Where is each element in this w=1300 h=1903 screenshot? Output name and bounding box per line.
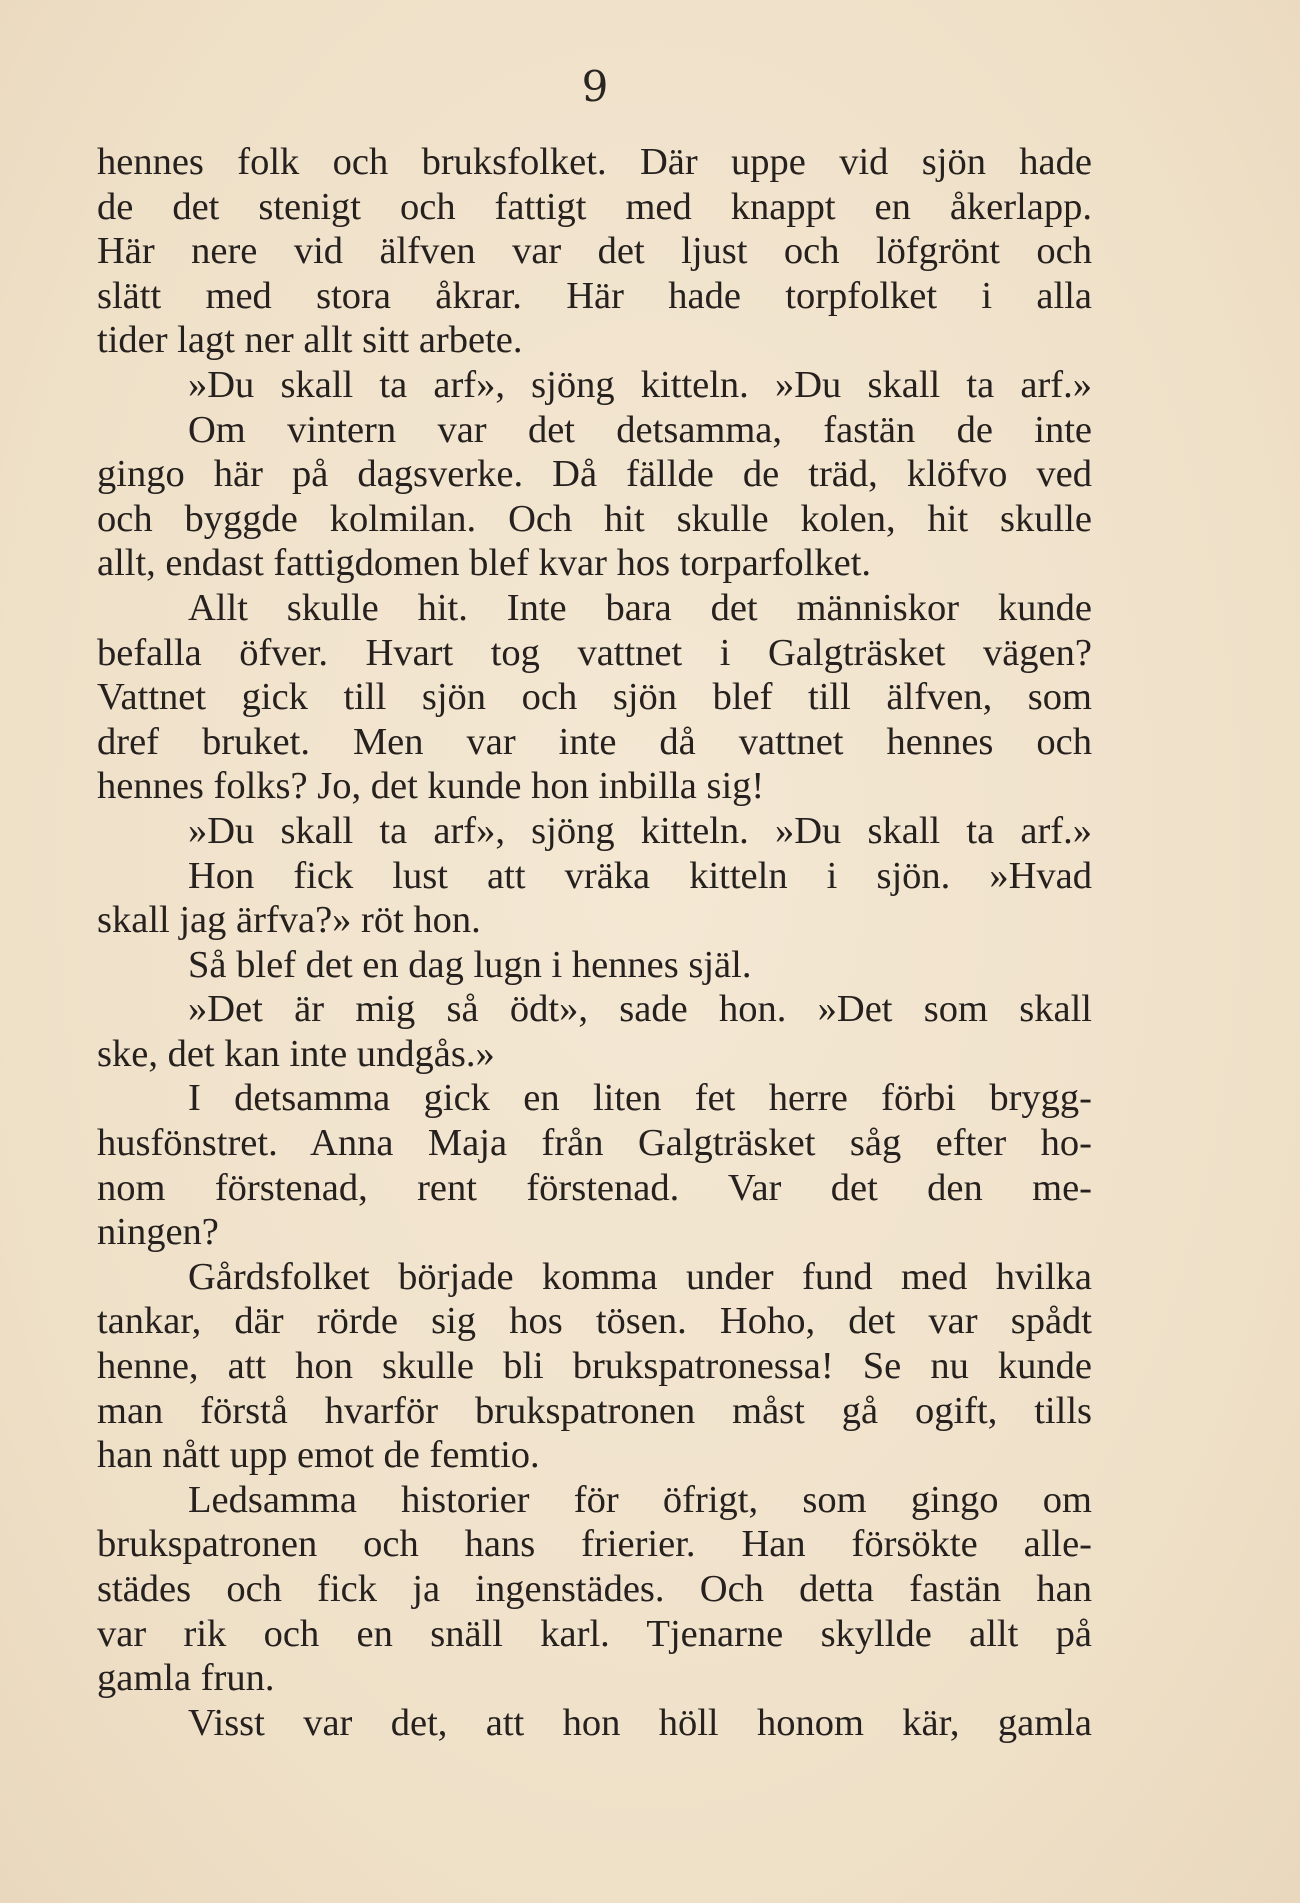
text-line: »Det är mig så ödt», sade hon. »Det som skall	[188, 988, 1092, 1031]
body-text	[97, 140, 1092, 1745]
text-line: »Du skall ta arf», sjöng kitteln. »Du skall ta arf.»	[188, 363, 1092, 406]
text-line: tider lagt ner allt sitt arbete.	[97, 319, 523, 362]
text-line: brukspatronen och hans frierier. Han försökte alle-	[97, 1523, 1092, 1566]
text-line: ningen?	[97, 1211, 219, 1254]
text-line: tankar, där rörde sig hos tösen. Hoho, det var spådt	[97, 1300, 1092, 1343]
text-line: man förstå hvarför brukspatronen måst gå ogift, tills	[97, 1389, 1092, 1432]
text-line: Ledsamma historier för öfrigt, som gingo om	[188, 1478, 1092, 1521]
text-line: Så blef det en dag lugn i hennes själ.	[188, 943, 752, 986]
text-line: Om vintern var det detsamma, fastän de inte	[188, 408, 1092, 451]
text-line: slätt med stora åkrar. Här hade torpfolket i alla	[97, 274, 1092, 317]
text-line: Visst var det, att hon höll honom kär, gamla	[188, 1701, 1092, 1744]
text-line: allt, endast fattigdomen blef kvar hos torparfolket.	[97, 542, 872, 585]
text-line: de det stenigt och fattigt med knappt en åkerlapp.	[97, 185, 1092, 228]
text-line: husfönstret. Anna Maja från Galgträsket såg efter ho-	[97, 1122, 1092, 1165]
text-line: skall jag ärfva?» röt hon.	[97, 899, 481, 942]
page-number: 9	[581, 62, 609, 111]
text-line: Vattnet gick till sjön och sjön blef till älfven, som	[97, 676, 1092, 719]
text-line: befalla öfver. Hvart tog vattnet i Galgträsket vägen?	[97, 631, 1092, 674]
text-line: Här nere vid älfven var det ljust och löfgrönt och	[97, 230, 1092, 273]
text-line: städes och fick ja ingenstädes. Och detta fastän han	[97, 1568, 1092, 1610]
text-line: och byggde kolmilan. Och hit skulle kolen, hit skulle	[97, 497, 1092, 540]
text-line: I detsamma gick en liten fet herre förbi brygg-	[188, 1077, 1092, 1120]
text-line: hennes folks? Jo, det kunde hon inbilla sig!	[97, 765, 765, 808]
text-line: nom förstenad, rent förstenad. Var det den me-	[97, 1166, 1092, 1209]
text-line: han nått upp emot de femtio.	[97, 1434, 540, 1477]
text-line: hennes folk och bruksfolket. Där uppe vid sjön hade	[97, 141, 1092, 183]
text-line: gingo här på dagsverke. Då fällde de träd, klöfvo ved	[97, 453, 1092, 496]
text-line: ske, det kan inte undgås.»	[97, 1032, 495, 1075]
text-line: henne, att hon skulle bli brukspatronessa! Se nu kunde	[97, 1345, 1092, 1388]
text-line: Allt skulle hit. Inte bara det människor kunde	[188, 586, 1092, 629]
text-line: Gårdsfolket började komma under fund med hvilka	[188, 1255, 1092, 1298]
text-line: »Du skall ta arf», sjöng kitteln. »Du skall ta arf.»	[188, 809, 1092, 852]
text-line: Hon fick lust att vräka kitteln i sjön. »Hvad	[188, 854, 1092, 897]
text-line: gamla frun.	[97, 1657, 275, 1700]
text-line: dref bruket. Men var inte då vattnet hennes och	[97, 720, 1092, 763]
text-line: var rik och en snäll karl. Tjenarne skyllde allt på	[97, 1612, 1092, 1655]
